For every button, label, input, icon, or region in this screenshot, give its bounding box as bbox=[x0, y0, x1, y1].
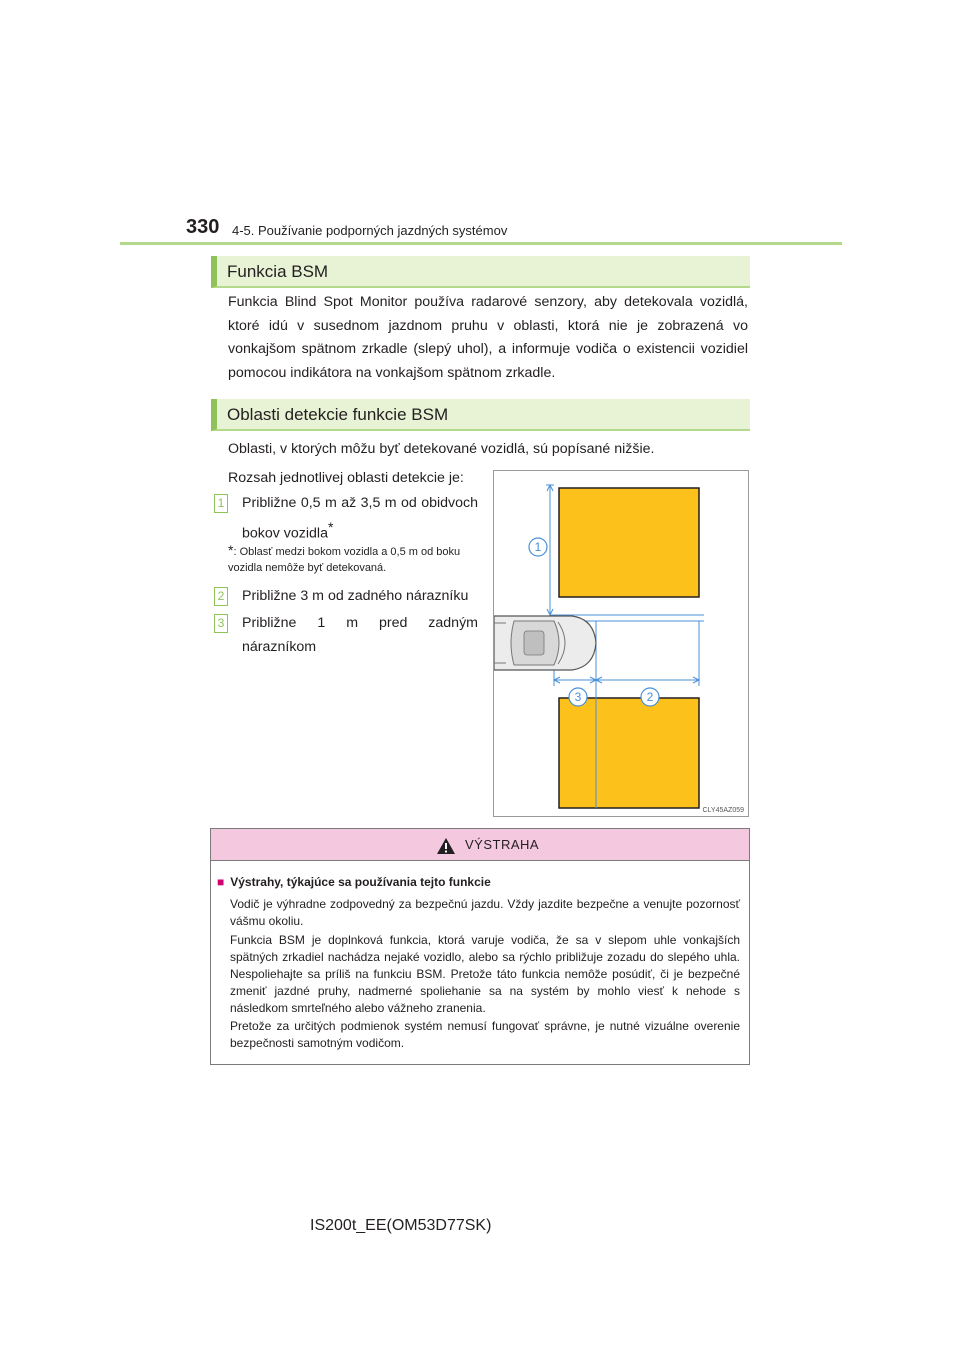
warning-header bbox=[211, 829, 749, 861]
model-code: IS200t_EE(OM53D77SK) bbox=[310, 1217, 492, 1234]
header-divider bbox=[120, 242, 842, 245]
detection-zone-front bbox=[559, 488, 699, 597]
diagram-code: CLY45AZ059 bbox=[702, 807, 744, 814]
warning-paragraph: Funkcia BSM je doplnková funkcia, ktorá varuje vodiča, že sa v slepom uhle vonkajších spätných zrkadiel nachádza nejaké vozidlo, alebo sa rýchlo približuje zozadu do slepého uhla. Nespoliehajte sa príliš na funkciu BSM. Pretože táto funkcia nemôže posúdiť, či je bezpečné zmeniť jazdné pruhy, nadmerné spoliehanie sa na systém by mohlo viesť k nehode s následkom smrteľného alebo vážneho zranenia. bbox=[230, 933, 740, 1015]
footnote-mark: * bbox=[327, 518, 334, 535]
warning-paragraph: Pretože za určitých podmienok systém nemusí fungovať správne, je nutné vizuálne overenie bezpečnosti samotným vodičom. bbox=[230, 1019, 740, 1050]
item-text: Približne 1 m pred zadným nárazníkom bbox=[242, 615, 478, 655]
item-number-badge: 1 bbox=[214, 494, 228, 513]
diagram-svg bbox=[494, 471, 748, 816]
warning-subtitle: ■ Výstrahy, týkajúce sa používania tejto funkcie bbox=[217, 875, 491, 889]
range-label: Rozsah jednotlivej oblasti detekcie je: bbox=[228, 470, 464, 486]
warning-triangle-icon bbox=[437, 838, 455, 854]
page-number: 330 bbox=[186, 216, 220, 238]
callout-label-2: 2 bbox=[646, 690, 654, 704]
section-heading-detection-areas bbox=[211, 399, 750, 431]
bsm-detection-diagram bbox=[493, 470, 749, 817]
item-number-badge: 2 bbox=[214, 587, 228, 606]
item-text: Približne 3 m od zadného nárazníku bbox=[242, 588, 469, 604]
detection-zone-rear bbox=[559, 698, 699, 808]
footnote bbox=[228, 542, 484, 576]
warning-box bbox=[210, 828, 750, 1065]
warning-title: VÝSTRAHA bbox=[465, 837, 540, 852]
car-top-view bbox=[494, 616, 596, 670]
bsm-description: Funkcia Blind Spot Monitor používa radarové senzory, aby detekovala vozidlá, ktoré idú v susednom jazdnom pruhu v oblasti, ktorá nie je zobrazená vo vonkajšom spätnom zrkadle (slepý uhol), a informuje vodiča o existencii vozidiel pomocou indikátora na vonkajšom spätnom zrkadle. bbox=[228, 294, 748, 381]
section-title: Funkcia BSM bbox=[227, 262, 329, 281]
footnote-star: * bbox=[228, 542, 234, 558]
section-title: Oblasti detekcie funkcie BSM bbox=[227, 405, 449, 424]
chapter-title: 4-5. Používanie podporných jazdných systémov bbox=[232, 223, 508, 238]
list-item bbox=[214, 585, 480, 610]
footnote-text: : Oblasť medzi bokom vozidla a 0,5 m od boku vozidla nemôže byť detekovaná. bbox=[228, 546, 461, 574]
warning-paragraph: Vodič je výhradne zodpovedný za bezpečnú jazdu. Vždy jazdite bezpečne a venujte pozornosť vášmu okoliu. bbox=[230, 897, 740, 928]
item-number-badge: 3 bbox=[214, 614, 228, 633]
list-item bbox=[214, 492, 480, 542]
bullet-square-icon: ■ bbox=[217, 875, 225, 889]
list-item bbox=[214, 612, 480, 662]
callout-label-3: 3 bbox=[574, 690, 582, 704]
callout-label-1: 1 bbox=[534, 540, 542, 554]
section-heading-bsm bbox=[211, 256, 750, 288]
item-text: Približne 0,5 m až 3,5 m od obidvoch bokov vozidla* bbox=[242, 495, 478, 542]
detection-intro: Oblasti, v ktorých môžu byť detekované vozidlá, sú popísané nižšie. bbox=[228, 441, 655, 457]
